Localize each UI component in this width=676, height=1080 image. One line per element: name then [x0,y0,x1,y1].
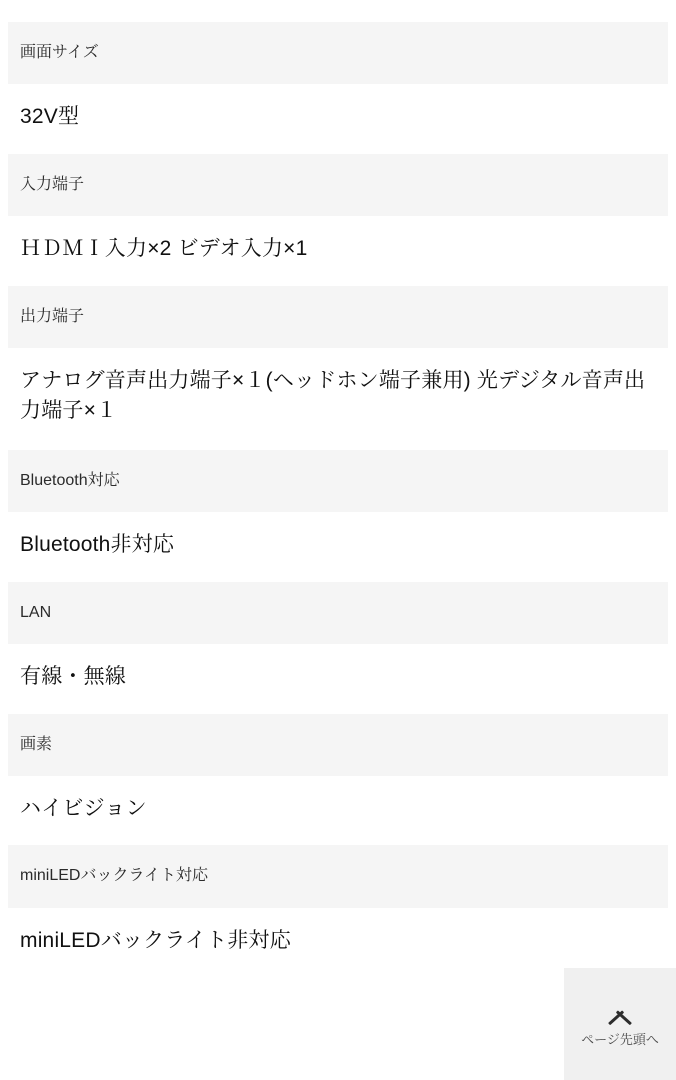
spec-label: 画素 [8,714,668,776]
top-spacer [0,0,676,22]
spec-value: miniLEDバックライト非対応 [8,908,668,977]
spec-value: 有線・無線 [8,644,668,713]
table-row [8,450,668,582]
table-row [8,845,668,977]
spec-label: Bluetooth対応 [8,450,668,512]
spec-table [0,22,676,977]
page-top-button[interactable] [564,968,676,1080]
spec-label: 画面サイズ [8,22,668,84]
chevron-up-icon [605,1001,635,1019]
table-row [8,582,668,714]
table-row [8,154,668,286]
page-top-button-label: ページ先頭へ [581,1031,659,1047]
spec-label: LAN [8,582,668,644]
table-row [8,22,668,154]
spec-label: 出力端子 [8,286,668,348]
table-row [8,714,668,846]
spec-value: アナログ音声出力端子×１(ヘッドホン端子兼用) 光デジタル音声出力端子×１ [8,348,668,450]
spec-label: 入力端子 [8,154,668,216]
table-row [8,286,668,450]
spec-value: ハイビジョン [8,776,668,845]
spec-label: miniLEDバックライト対応 [8,845,668,907]
spec-value: Bluetooth非対応 [8,512,668,581]
spec-value: 32V型 [8,84,668,153]
spec-value: ＨＤＭＩ入力×2 ビデオ入力×1 [8,216,668,285]
